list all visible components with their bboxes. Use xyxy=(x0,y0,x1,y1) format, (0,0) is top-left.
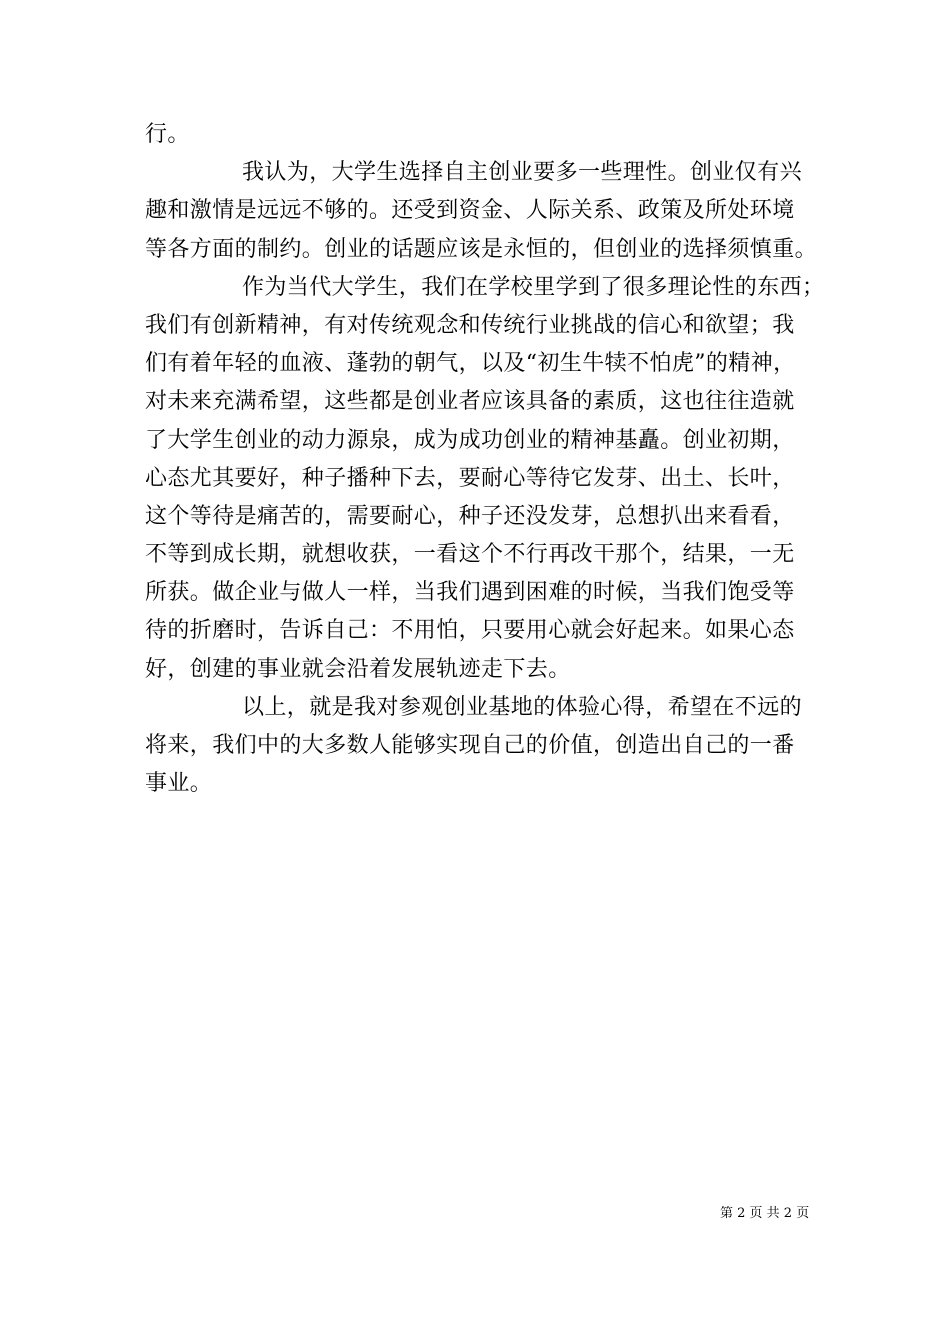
text-line: 不等到成长期，就想收获，一看这个不行再改干那个，结果，一无 xyxy=(145,542,795,568)
paragraph-start-line: 作为当代大学生，我们在学校里学到了很多理论性的东西； xyxy=(242,274,825,300)
text-line: 将来，我们中的大多数人能够实现自己的价值，创造出自己的一番 xyxy=(145,733,795,758)
text-line: 对未来充满希望，这些都是创业者应该具备的素质，这也往往造就 xyxy=(145,389,795,415)
text-line: 等各方面的制约。创业的话题应该是永恒的，但创业的选择须慎重。 xyxy=(145,236,818,262)
text-line: 这个等待是痛苦的，需要耐心，种子还没发芽，总想扒出来看看， xyxy=(145,503,795,529)
text-line: 行。 xyxy=(145,122,190,147)
text-line: 心态尤其要好，种子播种下去，要耐心等待它发芽、出土、长叶， xyxy=(145,465,795,491)
text-line: 待的折磨时，告诉自己：不用怕，只要用心就会好起来。如果心态 xyxy=(145,618,795,644)
page-number-footer: 第 2 页 共 2 页 xyxy=(720,1206,810,1221)
text-line: 事业。 xyxy=(145,771,213,797)
text-line: 们有着年轻的血液、蓬勃的朝气，以及“初生牛犊不怕虎”的精神， xyxy=(145,351,796,377)
text-line: 所获。做企业与做人一样，当我们遇到困难的时候，当我们饱受等 xyxy=(145,580,795,606)
document-body xyxy=(145,116,835,803)
paragraph-start-line: 我认为，大学生选择自主创业要多一些理性。创业仅有兴 xyxy=(242,160,803,186)
text-line: 趣和激情是远远不够的。还受到资金、人际关系、政策及所处环境 xyxy=(145,198,795,224)
text-line: 好，创建的事业就会沿着发展轨迹走下去。 xyxy=(145,656,571,682)
text-line: 我们有创新精神，有对传统观念和传统行业挑战的信心和欲望；我 xyxy=(145,312,795,338)
text-line: 了大学生创业的动力源泉，成为成功创业的精神基矗。创业初期， xyxy=(145,427,795,453)
paragraph-start-line: 以上，就是我对参观创业基地的体验心得，希望在不远的 xyxy=(242,694,803,720)
